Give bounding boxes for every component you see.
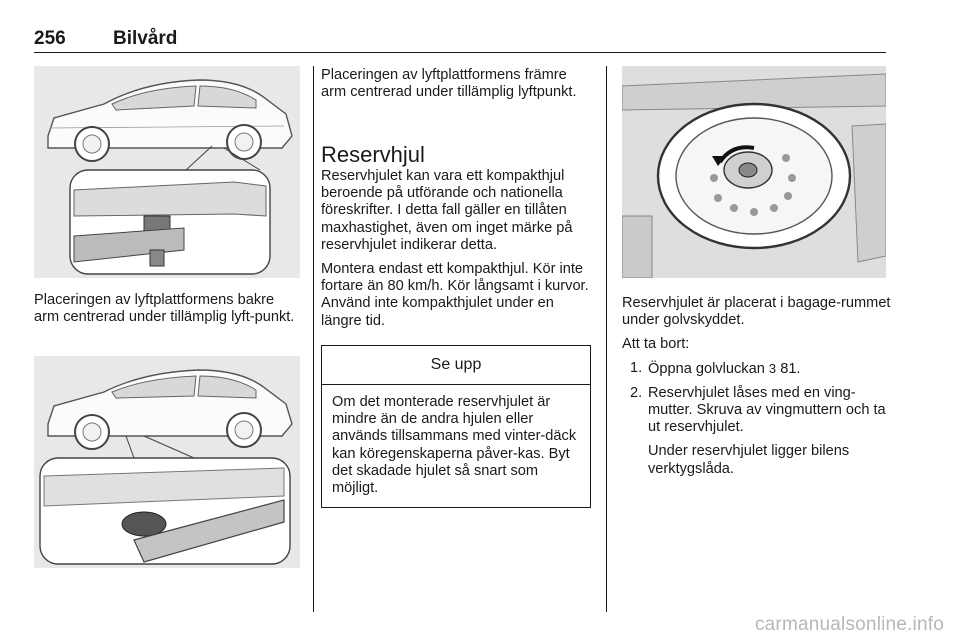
left-caption <box>34 292 300 333</box>
front-lift-illustration <box>34 356 300 568</box>
watermark: carmanualsonline.info <box>754 614 944 635</box>
list-item <box>622 385 892 478</box>
page-header <box>34 26 886 53</box>
step-note: Under reservhjulet ligger bilens verktygslåda. <box>648 443 850 477</box>
removal-intro: Att ta bort: <box>622 336 690 353</box>
caution-box <box>321 345 591 508</box>
car-front-lift-drawing <box>34 356 300 568</box>
list-item <box>622 360 892 378</box>
page-reference-link[interactable]: 81. <box>780 360 801 377</box>
step-text: Öppna golvluckan <box>648 360 765 377</box>
step-number: 1. <box>630 359 643 376</box>
middle-intro-block <box>321 67 593 108</box>
middle-body <box>321 168 593 337</box>
rear-arm-caption: Placeringen av lyftplattformens bakre arm centrerad under tillämplig lyft-punkt. <box>34 292 295 326</box>
section-title: Bilvård <box>113 28 178 49</box>
spare-wheel-drawing <box>622 66 886 278</box>
step-text: Reservhjulet låses med en ving-mutter. Skruva av vingmuttern och ta ut reservhjulet. <box>648 384 886 436</box>
section-heading-reservhjul: Reservhjul <box>321 142 425 167</box>
reference-arrow-icon: 3 <box>768 360 777 376</box>
car-rear-lift-drawing <box>34 66 300 278</box>
column-divider-left <box>313 66 314 612</box>
spare-wheel-illustration <box>622 66 886 278</box>
spare-wheel-location: Reservhjulet är placerat i bagage-rummet under golvskyddet. <box>622 295 891 329</box>
spare-wheel-paragraph-2: Montera endast ett kompakthjul. Kör inte fortare än 80 km/h. Kör långsamt i kurvor. Använd inte kompakthjulet under en längre tid. <box>321 261 589 329</box>
caution-body: Om det monterade reservhjulet är mindre än de andra hjulen eller används tillsammans med vinter-däck kan köregenskaperna påver-kas. Byt det skadade hjulet så snart som möjligt. <box>332 394 577 497</box>
page-number: 256 <box>34 28 66 49</box>
column-divider-right <box>606 66 607 612</box>
caution-title: Se upp <box>322 346 590 385</box>
rear-lift-illustration <box>34 66 300 278</box>
right-body <box>622 295 892 485</box>
front-arm-caption: Placeringen av lyftplattformens främre arm centrerad under tillämplig lyftpunkt. <box>321 67 577 101</box>
step-number: 2. <box>630 384 643 401</box>
spare-wheel-paragraph-1: Reservhjulet kan vara ett kompakthjul beroende på utförande och nationella föreskrifter. I detta fall gäller en tillåten maxhastighet, även om inget märke på reservhjulet indikerar detta. <box>321 168 573 253</box>
removal-steps <box>622 360 892 478</box>
